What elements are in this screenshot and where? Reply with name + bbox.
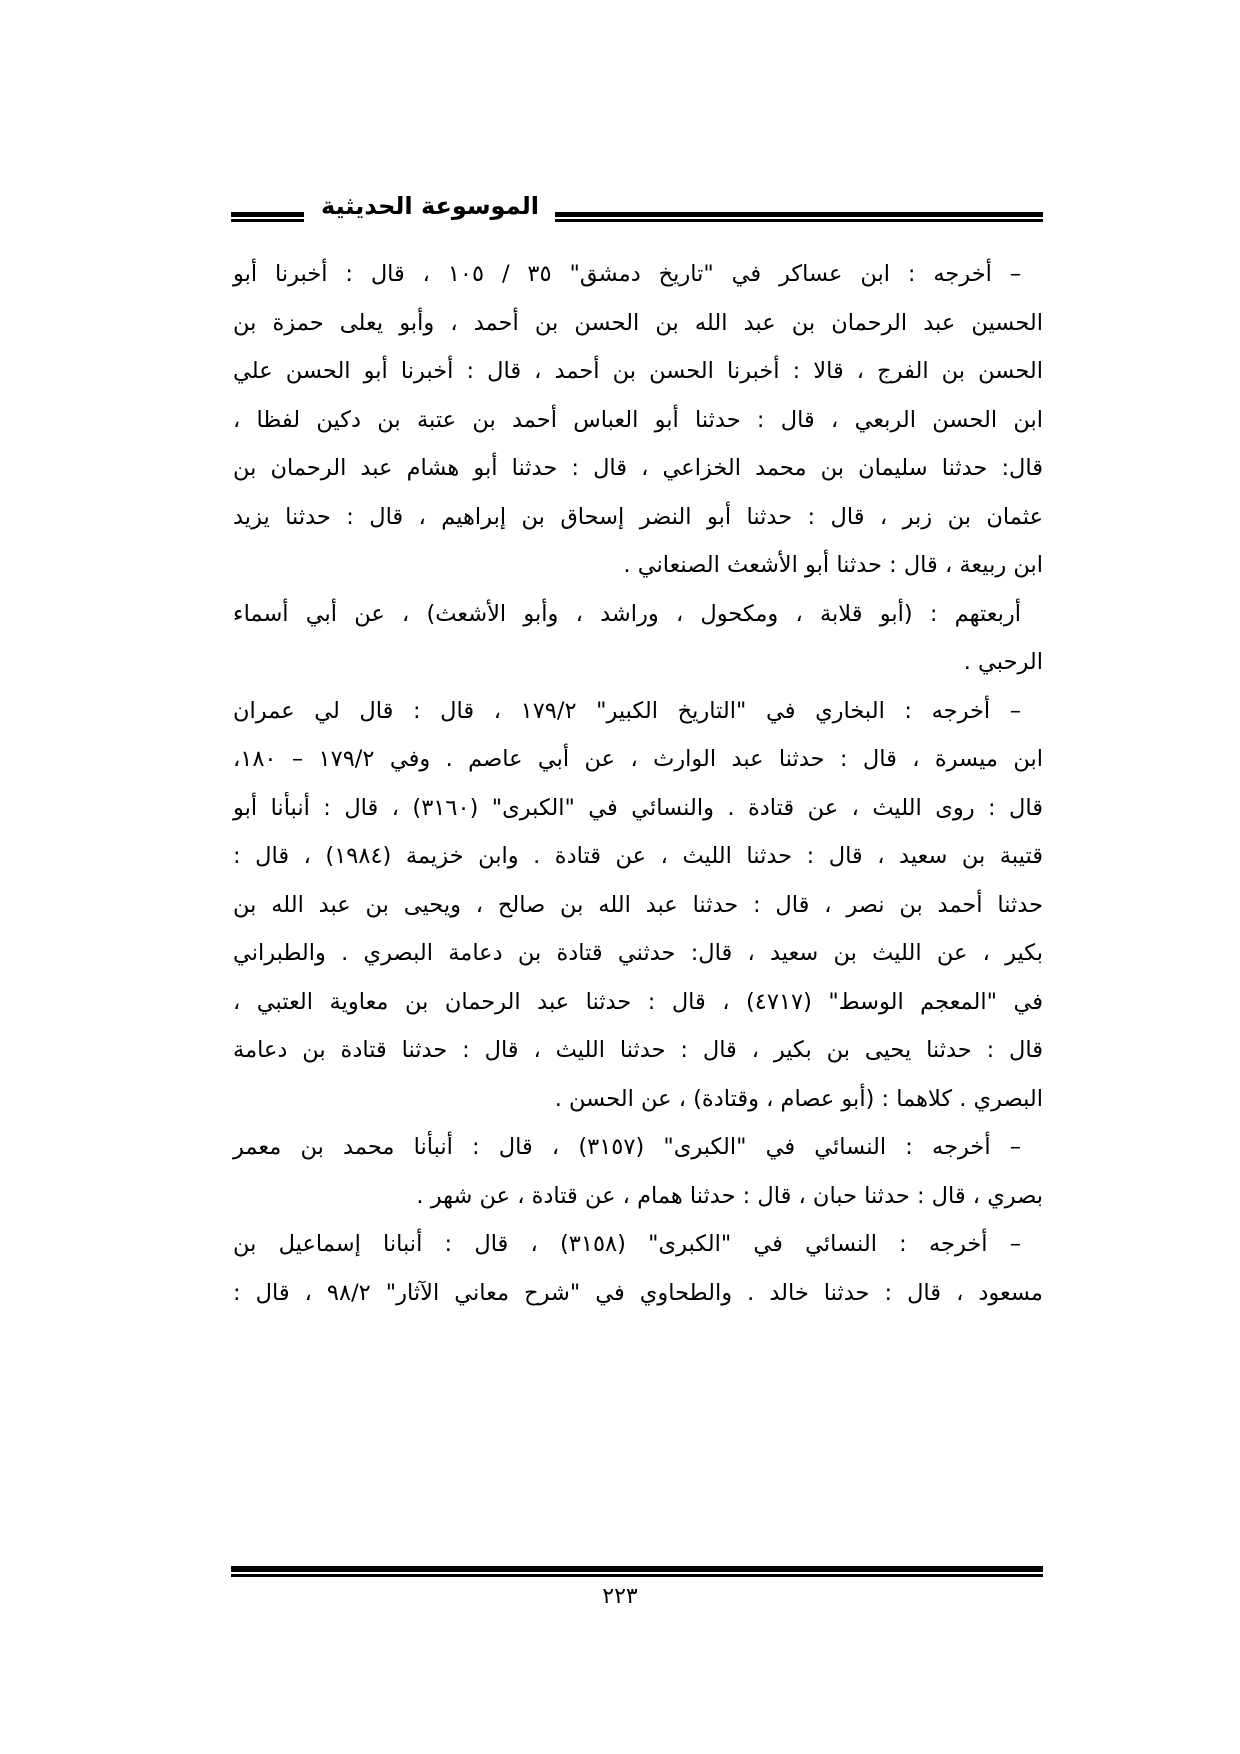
header-rule-right	[555, 212, 1043, 221]
text-line: حدثنا أحمد بن نصر ، قال : حدثنا عبد الله بن صالح ، ويحيى بن عبد الله بن	[233, 891, 1043, 918]
text-line: ابن ميسرة ، قال : حدثنا عبد الوارث ، عن أبي عاصم . وفي ١٧٩/٢ – ١٨٠،	[233, 746, 1043, 772]
text-line: ابن الحسن الربعي ، قال : حدثنا أبو العباس أحمد بن عتبة بن دكين لفظا ،	[233, 406, 1043, 433]
text-line: الحسن بن الفرج ، قالا : أخبرنا الحسن بن أحمد ، قال : أخبرنا أبو الحسن علي	[233, 358, 1043, 384]
text-line: البصري . كلاهما : (أبو عصام ، وقتادة) ، عن الحسن .	[554, 1085, 1043, 1112]
text-line: مسعود ، قال : حدثنا خالد . والطحاوي في "شرح معاني الآثار" ٩٨/٢ ، قال :	[233, 1279, 1043, 1306]
text-line: ابن ربيعة ، قال : حدثنا أبو الأشعث الصنعاني .	[623, 552, 1043, 578]
text-line: – أخرجه : النسائي في "الكبرى" (٣١٥٨) ، قال : أنبانا إسماعيل بن	[233, 1231, 1021, 1257]
text-line: – أخرجه : ابن عساكر في "تاريخ دمشق" ٣٥ / ١٠٥ ، قال : أخبرنا أبو	[233, 261, 1021, 287]
footer-rule	[231, 1566, 1043, 1576]
page-number: ٢٢٣	[602, 1584, 638, 1609]
text-line: – أخرجه : النسائي في "الكبرى" (٣١٥٧) ، قال : أنبأنا محمد بن معمر	[233, 1134, 1021, 1160]
text-line: بصري ، قال : حدثنا حبان ، قال : حدثنا همام ، عن قتادة ، عن شهر .	[416, 1182, 1043, 1209]
running-header-title: الموسوعة الحديثية	[321, 192, 539, 220]
text-line: قال : روى الليث ، عن قتادة . والنسائي في "الكبرى" (٣١٦٠) ، قال : أنبأنا أبو	[233, 794, 1043, 821]
text-line: قال : حدثنا يحيى بن بكير ، قال : حدثنا الليث ، قال : حدثنا قتادة بن دعامة	[233, 1037, 1043, 1063]
text-line: عثمان بن زبر ، قال : حدثنا أبو النضر إسحاق بن إبراهيم ، قال : حدثنا يزيد	[233, 503, 1043, 530]
text-line: قال: حدثنا سليمان بن محمد الخزاعي ، قال : حدثنا أبو هشام عبد الرحمان بن	[233, 455, 1043, 481]
text-line: قتيبة بن سعيد ، قال : حدثنا الليث ، عن قتادة . وابن خزيمة (١٩٨٤) ، قال :	[233, 843, 1043, 869]
text-line: أربعتهم : (أبو قلابة ، ومكحول ، وراشد ، وأبو الأشعث) ، عن أبي أسماء	[233, 600, 1021, 627]
header-rule-left	[231, 212, 304, 221]
text-line: في "المعجم الوسط" (٤٧١٧) ، قال : حدثنا عبد الرحمان بن معاوية العتبي ،	[233, 988, 1043, 1015]
text-line: بكير ، عن الليث بن سعيد ، قال: حدثني قتادة بن دعامة البصري . والطبراني	[233, 940, 1043, 966]
text-line: – أخرجه : البخاري في "التاريخ الكبير" ١٧٩/٢ ، قال : قال لي عمران	[233, 697, 1021, 724]
text-line: الرحبي .	[963, 649, 1043, 675]
text-line: الحسين عبد الرحمان بن عبد الله بن الحسن بن أحمد ، وأبو يعلى حمزة بن	[233, 309, 1043, 336]
document-body	[233, 252, 1043, 1319]
